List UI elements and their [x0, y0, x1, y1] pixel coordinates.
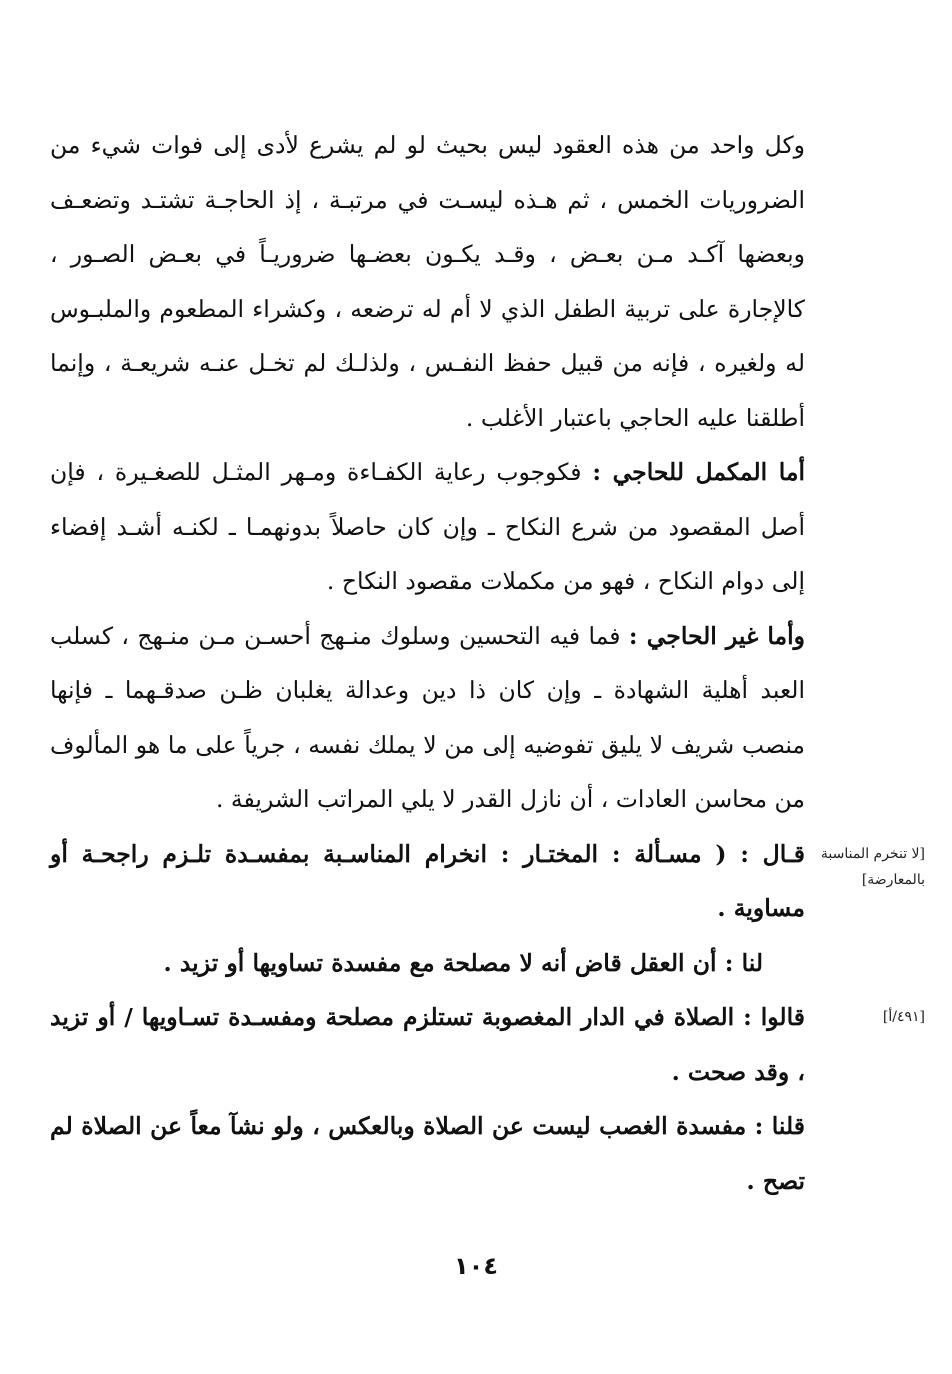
paragraph-text: فكوجوب رعاية الكفـاءة ومـهر المثـل للصغـيرة ، فإن أصل المقصود من شرع النكاح ـ وإن كان حاصلاً بدونهمـا ـ لكنـه أشـد إفضاء إلى دوام النكاح ، فهو من مكملات مقصود النكاح . — [50, 458, 805, 595]
page-number: ١٠٤ — [454, 1252, 498, 1280]
paragraph-heading: وأما غير الحاجي : — [628, 621, 806, 650]
rule-statement: لنا : أن العقل قاض أنه لا مصلحة مع مفسدة تساويها أو تزيد . — [163, 948, 763, 977]
paragraph-contracts — [50, 118, 805, 445]
paragraph-text: فما فيه التحسين وسلوك منـهج أحسـن مـن منـهج ، كسلب العبد أهلية الشهادة ـ وإن كان ذا دين وعدالة يغلبان ظـن صدقـهما ـ فإنها منصب شريف لا يليق تفوضيه إلى من لا يملك نفسه ، جرياً على ما هو المألوف من محاسن العادات ، أن نازل القدر لا يلي المراتب الشريفة . — [50, 621, 805, 813]
page-body — [50, 118, 925, 1208]
margin-note: [٤٩١/أ] — [882, 1009, 925, 1025]
rule-objection — [50, 990, 925, 1099]
paragraph-heading: أما المكمل للحاجي : — [592, 458, 805, 486]
paragraph-non-hajji — [50, 609, 805, 827]
rule-response — [50, 1099, 805, 1208]
rule-our-argument — [50, 936, 805, 991]
margin-note: [لا تنخرم المناسبة بالمعارضة] — [820, 845, 925, 888]
paragraph-text: وكل واحد من هذه العقود ليس بحيث لو لم يشرع لأدى إلى فوات شيء من الضروريات الخمس ، ثم هـذه ليسـت في مرتبـة ، إذ الحاجـة تشتـد وتضعـف وبعضها آكـد مـن بعـض ، وقـد يكـون بعضـها ضروريـاً في بعـض الصـور ، كالإجارة على تربية الطفل الذي لا أم له ترضعه ، وكشراء المطعوم والملبـوس له ولغيره ، فإنه من قبيل حفظ النفـس ، ولذلـك لم تخـل عنـه شريعـة ، وإنما أطلقنا عليه الحاجي باعتبار الأغلب . — [50, 131, 805, 432]
rule-statement: قـال : ( مسـألة : المختـار : انخرام المناسـبة بمفسـدة تلـزم راجحـة أو مساوية . — [50, 839, 805, 922]
rule-issue — [50, 827, 925, 936]
rule-statement: قلنا : مفسدة الغصب ليست عن الصلاة وبالعكس ، ولو نشآ معاً عن الصلاة لم تصح . — [50, 1112, 805, 1195]
paragraph-complement — [50, 445, 805, 609]
rule-statement: قالوا : الصلاة في الدار المغصوبة تستلزم مصلحة ومفسـدة تسـاويها / أو تزيد ، وقد صحت . — [50, 1003, 805, 1086]
